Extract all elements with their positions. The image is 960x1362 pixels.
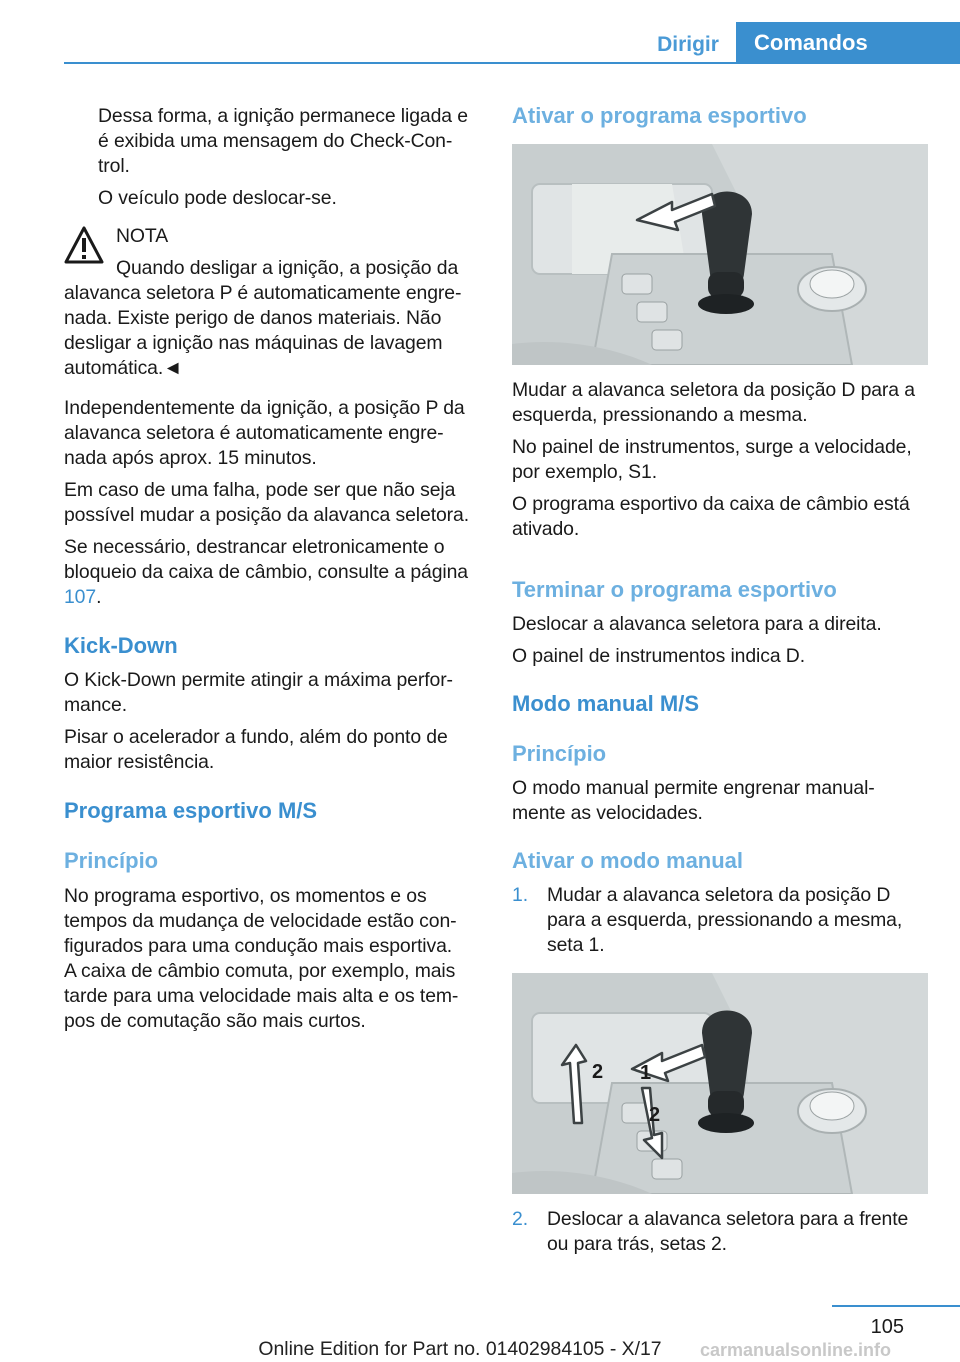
page-number: 105: [870, 1316, 904, 1338]
step-2-number: 2.: [512, 1208, 529, 1230]
paragraph-sport-line5: tarde para uma velocidade mais alta e os tem-: [64, 985, 459, 1007]
step-2-line2: ou para trás, setas 2.: [547, 1233, 727, 1255]
paragraph-indicates-d: O painel de instrumentos indica D.: [512, 645, 805, 667]
paragraph-sport-line1: No programa esportivo, os momentos e os: [64, 885, 427, 907]
paragraph-ignition-line3: trol.: [98, 155, 130, 177]
paragraph-kickdown-line2: mance.: [64, 694, 127, 716]
paragraph-unlock-line2: bloqueio da caixa de câmbio, consulte a página: [64, 561, 468, 583]
note-title: NOTA: [116, 225, 169, 247]
step-1-line2: para a esquerda, pressionando a mesma,: [547, 909, 903, 931]
heading-principio: Princípio: [64, 848, 159, 873]
paragraph-independent-line3: nada após aprox. 15 minutos.: [64, 447, 317, 469]
header-rule: [64, 62, 960, 64]
paragraph-sport-line4: A caixa de câmbio comuta, por exemplo, mais: [64, 960, 456, 982]
step-2-line1: Deslocar a alavanca seletora para a frente: [547, 1208, 909, 1230]
step-1-number: 1.: [512, 884, 529, 906]
paragraph-sport-line3: figurados para uma condução mais esportiva.: [64, 935, 453, 957]
paragraph-activated-line2: ativado.: [512, 518, 580, 540]
paragraph-activate-line1: Mudar a alavanca seletora da posição D para a: [512, 379, 915, 401]
paragraph-instruments-line2: por exemplo, S1.: [512, 461, 657, 483]
header-chapter-tab: Comandos: [736, 22, 960, 62]
note-line4: desligar a ignição nas máquinas de lavagem: [64, 332, 443, 354]
step-1-line3: seta 1.: [547, 934, 605, 956]
paragraph-accelerator-line2: maior resistência.: [64, 751, 215, 773]
header-section-label: Dirigir: [657, 33, 719, 56]
note-line3: nada. Existe perigo de danos materiais. Não: [64, 307, 442, 329]
paragraph-independent-line1: Independentemente da ignição, a posição P da: [64, 397, 465, 419]
paragraph-activated-line1: O programa esportivo da caixa de câmbio está: [512, 493, 910, 515]
paragraph-unlock-line1: Se necessário, destrancar eletronicamente o: [64, 536, 445, 558]
paragraph-failure-line2: possível mudar a posição da alavanca seletora.: [64, 504, 469, 526]
heading-kickdown: Kick-Down: [64, 633, 178, 658]
heading-modo-manual: Modo manual M/S: [512, 691, 699, 716]
paragraph-activate-line2: esquerda, pressionando a mesma.: [512, 404, 808, 426]
page-reference-link[interactable]: 107: [64, 586, 97, 608]
paragraph-sport-line6: pos de comutação são mais curtos.: [64, 1010, 366, 1032]
arrow-label-2a: 2: [592, 1061, 604, 1083]
paragraph-instruments-line1: No painel de instrumentos, surge a velocidade,: [512, 436, 912, 458]
paragraph-manual-line1: O modo manual permite engrenar manual-: [512, 777, 875, 799]
paragraph-independent-line2: alavanca seletora é automaticamente engre-: [64, 422, 444, 444]
arrow-label-2b: 2: [649, 1104, 661, 1126]
paragraph-sport-line2: tempos da mudança de velocidade estão con-: [64, 910, 457, 932]
footer-edition: Online Edition for Part no. 01402984105 - X/17: [258, 1338, 662, 1360]
paragraph-terminate: Deslocar a alavanca seletora para a direita.: [512, 613, 882, 635]
step-1-line1: Mudar a alavanca seletora da posição D: [547, 884, 891, 906]
note-line1: Quando desligar a ignição, a posição da: [116, 257, 459, 279]
paragraph-failure-line1: Em caso de uma falha, pode ser que não seja: [64, 479, 456, 501]
paragraph-manual-line2: mente as velocidades.: [512, 802, 703, 824]
note-line2: alavanca seletora P é automaticamente engre-: [64, 282, 462, 304]
paragraph-ignition-line1: Dessa forma, a ignição permanece ligada e: [98, 105, 468, 127]
heading-programa-esportivo: Programa esportivo M/S: [64, 798, 318, 823]
warning-icon: [64, 224, 104, 268]
paragraph-accelerator-line1: Pisar o acelerador a fundo, além do ponto de: [64, 726, 448, 748]
gear-selector-illustration: [512, 144, 928, 365]
heading-ativar-modo: Ativar o modo manual: [512, 848, 744, 873]
paragraph-vehicle-moves: O veículo pode deslocar-se.: [98, 187, 337, 209]
manual-mode-illustration: [512, 973, 928, 1194]
paragraph-ignition-line2: é exibida uma mensagem do Check-Con-: [98, 130, 453, 152]
arrow-label-1: 1: [640, 1062, 652, 1084]
heading-terminar: Terminar o programa esportivo: [512, 577, 837, 602]
heading-principio-manual: Princípio: [512, 741, 607, 766]
heading-ativar-programa: Ativar o programa esportivo: [512, 103, 807, 128]
watermark: carmanualsonline.info: [700, 1340, 892, 1360]
note-line5: automática.◄: [64, 357, 183, 379]
footer-rule: [832, 1305, 960, 1307]
paragraph-unlock-line3: 107.: [64, 586, 102, 608]
paragraph-kickdown-line1: O Kick-Down permite atingir a máxima perfor-: [64, 669, 453, 691]
